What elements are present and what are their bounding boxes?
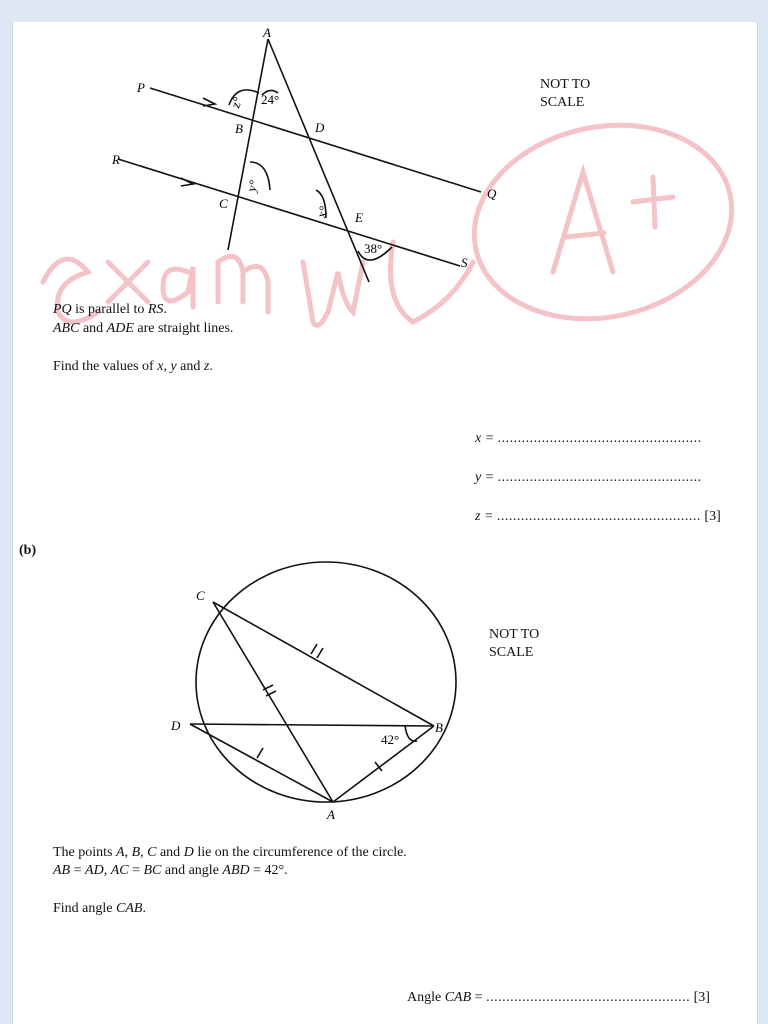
text: = xyxy=(70,863,86,878)
answer-x-label: x = xyxy=(475,431,495,446)
var-bc: BC xyxy=(143,863,162,878)
not-to-scale-a-line2: SCALE xyxy=(540,95,585,110)
var-b: B xyxy=(131,845,141,860)
var-ac: AC xyxy=(110,863,129,878)
var-cab: CAB xyxy=(444,990,472,1005)
label-b2: B xyxy=(435,720,443,735)
label-a1: A xyxy=(263,25,271,40)
tick-ca xyxy=(263,685,276,696)
text: , xyxy=(124,845,132,860)
var-a: A xyxy=(116,845,125,860)
answer-angle-cab-line[interactable] xyxy=(407,990,710,1006)
var-abc: ABC xyxy=(53,321,80,336)
text: , xyxy=(103,863,111,878)
var-ade: ADE xyxy=(106,321,134,336)
answer-y-dots[interactable]: ................................................... xyxy=(497,470,702,485)
answer-y-label: y = xyxy=(475,470,495,485)
angle-x: x° xyxy=(313,203,332,221)
var-pq: PQ xyxy=(53,302,72,317)
var-c: C xyxy=(147,845,157,860)
exam-page xyxy=(12,22,758,1024)
angle-38: 38° xyxy=(364,241,383,256)
var-z: z xyxy=(203,359,210,374)
text: = 42°. xyxy=(249,863,288,878)
not-to-scale-b-line1: NOT TO xyxy=(489,627,540,642)
text: Find the values of xyxy=(53,359,158,374)
text: Find angle xyxy=(53,901,116,916)
angle-24: 24° xyxy=(261,92,280,107)
text: . xyxy=(209,359,213,374)
text: , xyxy=(140,845,148,860)
answer-cab-dots[interactable]: ................................................... xyxy=(486,990,691,1005)
statement-circle-points xyxy=(53,844,407,862)
label-d2: D xyxy=(171,718,181,733)
marks-b: [3] xyxy=(693,990,710,1005)
arc-42 xyxy=(405,725,417,741)
text: and xyxy=(176,359,204,374)
text: is parallel to xyxy=(71,302,148,317)
label-r: R xyxy=(112,152,120,167)
chord-da xyxy=(190,724,333,802)
circle xyxy=(196,562,456,802)
answer-z-label: z = xyxy=(475,509,494,524)
angle-y: y° xyxy=(243,177,262,195)
var-cab: CAB xyxy=(116,901,143,916)
text: lie on the circumference of the circle. xyxy=(193,845,407,860)
chord-db xyxy=(190,724,434,726)
label-d1: D xyxy=(315,120,325,135)
angle-42: 42° xyxy=(381,732,400,747)
label-a2: A xyxy=(327,807,335,822)
label-b1: B xyxy=(235,121,243,136)
marks-a: [3] xyxy=(704,509,721,524)
text: , xyxy=(163,359,171,374)
not-to-scale-b-line2: SCALE xyxy=(489,645,534,660)
text: Angle xyxy=(407,990,445,1005)
answer-x-dots[interactable]: ................................................... xyxy=(497,431,702,446)
tick-cb xyxy=(311,644,323,658)
text: are straight lines. xyxy=(133,321,234,336)
text: . xyxy=(142,901,146,916)
tick-da xyxy=(257,748,263,758)
text: and xyxy=(79,321,107,336)
label-e: E xyxy=(355,210,363,225)
part-b-label: (b) xyxy=(19,543,37,558)
angle-z: z° xyxy=(227,94,246,111)
statement-equal-lengths xyxy=(53,862,288,880)
text: = xyxy=(128,863,144,878)
var-x: x xyxy=(157,359,164,374)
question-b xyxy=(53,900,146,918)
label-c1: C xyxy=(219,196,228,211)
var-ad: AD xyxy=(85,863,104,878)
label-p: P xyxy=(137,80,145,95)
text: = xyxy=(471,990,483,1005)
text: and angle xyxy=(161,863,223,878)
var-d: D xyxy=(183,845,194,860)
label-c2: C xyxy=(196,588,205,603)
chord-ca xyxy=(213,602,333,802)
label-q: Q xyxy=(487,186,497,201)
var-rs: RS xyxy=(147,302,164,317)
label-s: S xyxy=(461,255,468,270)
text: The points xyxy=(53,845,116,860)
var-abd: ABD xyxy=(222,863,250,878)
chord-cb xyxy=(213,602,434,726)
var-ab: AB xyxy=(53,863,71,878)
var-y: y xyxy=(170,359,177,374)
not-to-scale-a-line1: NOT TO xyxy=(540,77,591,92)
answer-z-dots[interactable]: ................................................... xyxy=(496,509,701,524)
text: and xyxy=(156,845,184,860)
text: . xyxy=(163,302,167,317)
